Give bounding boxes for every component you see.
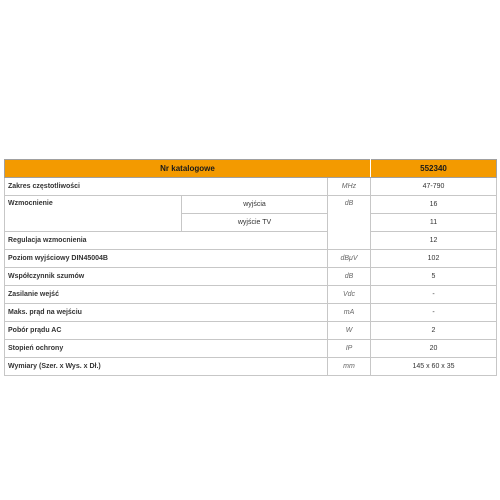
row-unit: Vdc — [328, 286, 371, 304]
table-row-max-current — [5, 304, 497, 322]
row-unit: dB — [328, 268, 371, 286]
row-sublabel: wyjście TV — [182, 214, 328, 232]
row-unit: mA — [328, 304, 371, 322]
row-unit: dB — [328, 196, 371, 250]
row-unit: W — [328, 322, 371, 340]
spec-table — [4, 159, 497, 376]
table-row-frequency — [5, 178, 497, 196]
table-row-supply — [5, 286, 497, 304]
table-row-ac-power — [5, 322, 497, 340]
row-label: Stopień ochrony — [5, 340, 328, 358]
row-value: 16 — [371, 196, 497, 214]
row-label: Poziom wyjściowy DIN45004B — [5, 250, 328, 268]
row-unit: dBμV — [328, 250, 371, 268]
row-value: 12 — [371, 232, 497, 250]
row-unit: IP — [328, 340, 371, 358]
table-row-output-level — [5, 250, 497, 268]
row-label: Regulacja wzmocnienia — [5, 232, 328, 250]
row-value: 102 — [371, 250, 497, 268]
row-label: Pobór prądu AC — [5, 322, 328, 340]
row-value: 47-790 — [371, 178, 497, 196]
table-row-gain-regulation — [5, 232, 497, 250]
row-label: Wymiary (Szer. x Wys. x Dł.) — [5, 358, 328, 376]
table-header-row — [5, 160, 497, 178]
row-label: Współczynnik szumów — [5, 268, 328, 286]
row-label: Wzmocnienie — [5, 196, 182, 232]
row-value: 20 — [371, 340, 497, 358]
table-row-noise — [5, 268, 497, 286]
row-unit: mm — [328, 358, 371, 376]
table-row-dimensions — [5, 358, 497, 376]
catalog-label-header: Nr katalogowe — [5, 160, 371, 178]
row-unit: MHz — [328, 178, 371, 196]
table-row-ip — [5, 340, 497, 358]
row-label: Zasilanie wejść — [5, 286, 328, 304]
row-value: 145 x 60 x 35 — [371, 358, 497, 376]
row-label: Zakres częstotliwości — [5, 178, 328, 196]
row-value: - — [371, 286, 497, 304]
row-value: 5 — [371, 268, 497, 286]
row-value: - — [371, 304, 497, 322]
catalog-number-header: 552340 — [371, 160, 497, 178]
table-row-gain — [5, 196, 497, 214]
row-value: 2 — [371, 322, 497, 340]
row-label: Maks. prąd na wejściu — [5, 304, 328, 322]
row-value: 11 — [371, 214, 497, 232]
row-sublabel: wyjścia — [182, 196, 328, 214]
